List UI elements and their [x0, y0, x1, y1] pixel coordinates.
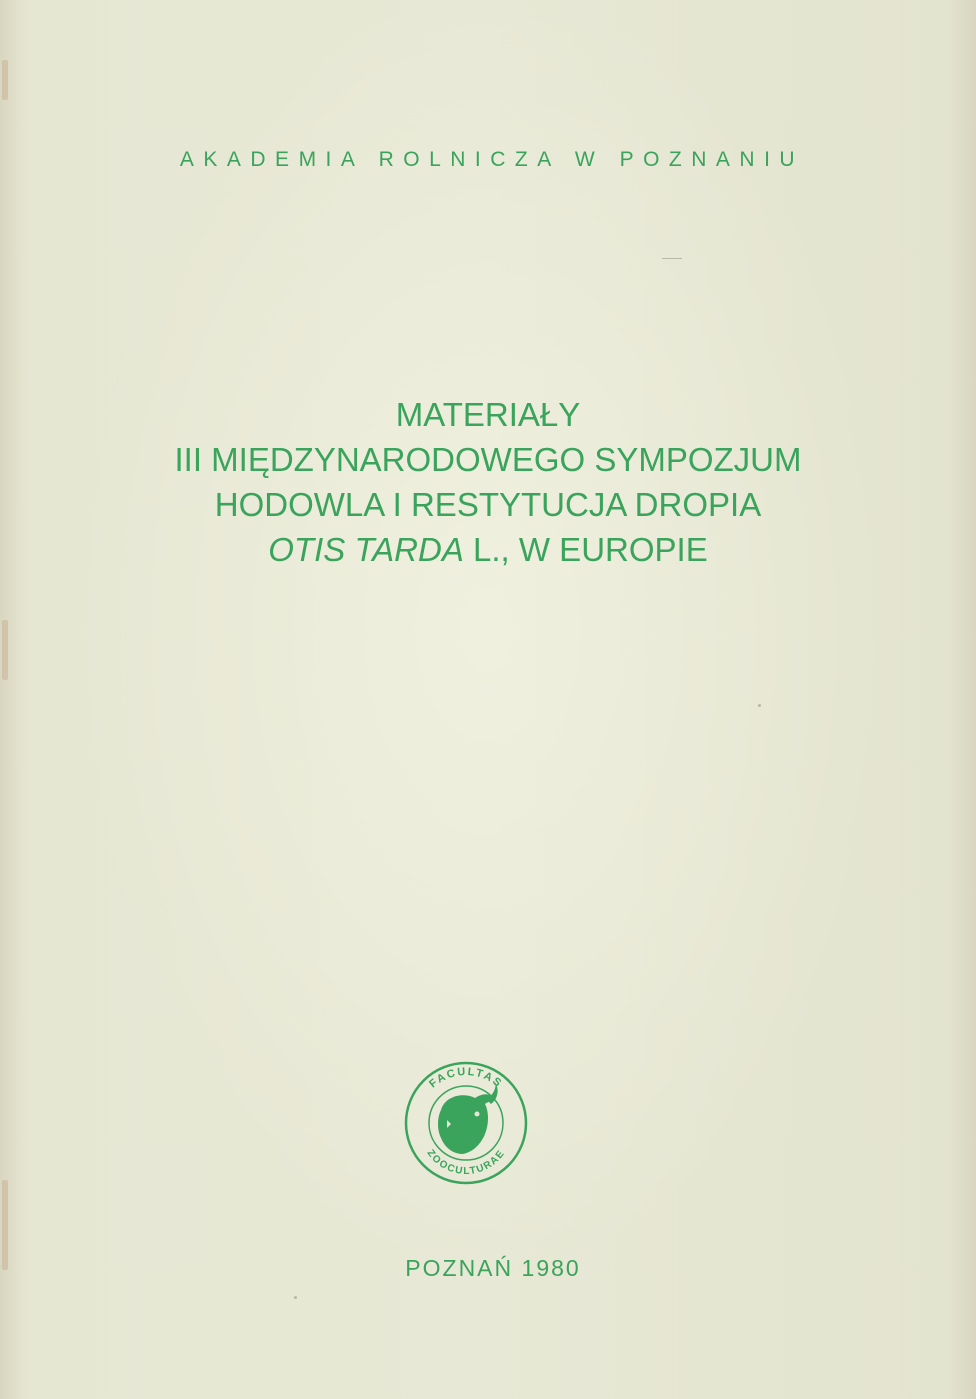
seal-ring-text: ZOOCULTURAE	[424, 1147, 508, 1178]
title-line-4	[0, 527, 976, 572]
species-name: OTIS TARDA	[268, 531, 464, 568]
place-and-year: POZNAŃ 1980	[405, 1255, 581, 1281]
paper-speck	[662, 258, 682, 259]
paper-speck	[758, 704, 761, 707]
institution-name: AKADEMIA ROLNICZA W POZNANIU	[179, 148, 805, 171]
paper-speck	[294, 1296, 297, 1299]
seal-ring-text: FACULTAS	[427, 1065, 505, 1091]
bison-seal-icon	[401, 1058, 531, 1188]
title-line-4-rest: L., W EUROPIE	[463, 531, 708, 568]
title-block	[0, 392, 976, 572]
title-line-1: MATERIAŁY	[395, 396, 581, 433]
binding-stain	[2, 60, 8, 100]
binding-stain	[2, 620, 8, 680]
title-line-2: III MIĘDZYNARODOWEGO SYMPOZJUM	[174, 441, 802, 478]
title-line-3: HODOWLA I RESTYTUCJA DROPIA	[214, 486, 762, 523]
